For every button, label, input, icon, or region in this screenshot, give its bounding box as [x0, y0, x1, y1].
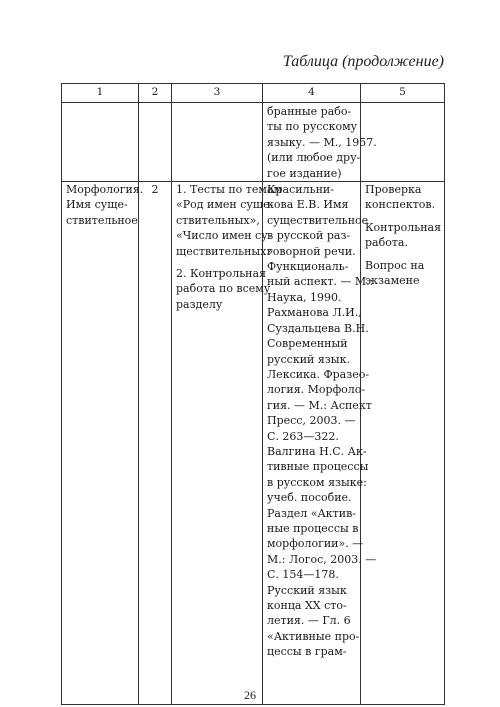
text-line: «Активные про- [267, 629, 360, 643]
header-row [62, 84, 445, 103]
text-line: работа. [365, 236, 408, 250]
page-number: 26 [244, 688, 256, 702]
text-line: работа по всему [176, 282, 271, 296]
text-line: Проверка [365, 183, 422, 197]
header-col-3: 3 [172, 84, 263, 103]
text-line: языку. — М., 1957. [267, 135, 377, 149]
text-line: «Род имен суще- [176, 198, 274, 212]
text-line: тивные процессы [267, 460, 369, 474]
table-row [62, 182, 445, 705]
text-line: логия. Морфоло- [267, 383, 366, 397]
text-line: 2. Контрольная [176, 267, 267, 281]
text-line: кова Е.В. Имя [267, 198, 349, 212]
row1-col4 [263, 103, 377, 182]
row1-col2 [139, 103, 172, 182]
text-line: Рахманова Л.И., [267, 306, 362, 320]
course-table [61, 83, 445, 705]
text-line: русский язык. [267, 352, 350, 366]
text-line: ные процессы в [267, 521, 359, 535]
text-line: в русской раз- [267, 229, 351, 243]
row1-col3 [172, 103, 263, 182]
text-line: Вопрос на [365, 258, 425, 272]
text-line: М.: Логос, 2003. — [267, 552, 377, 566]
row2-col3-assignments [172, 182, 283, 705]
row2-col4-literature [263, 182, 377, 705]
text-line: цессы в грам- [267, 645, 347, 659]
text-line: морфологии». — [267, 537, 364, 551]
row1-col1 [62, 103, 139, 182]
text-line: Наука, 1990. [267, 290, 342, 304]
table-caption: Таблица (продолжение) [282, 53, 444, 70]
text-line: учеб. пособие. [267, 491, 352, 505]
text-line: конспектов. [365, 198, 436, 212]
text-line: Раздел «Актив- [267, 506, 356, 520]
text-line: говорной речи. [267, 244, 356, 258]
text-line: «Число имен су- [176, 229, 272, 243]
text-line: ществительных» [176, 244, 274, 258]
text-line: ствительных», [176, 213, 260, 227]
text-line: существительное [267, 213, 369, 227]
text-line: Валгина Н.С. Ак- [267, 444, 367, 458]
text-line: Современный [267, 337, 348, 351]
text-line: гое издание) [267, 166, 342, 180]
text-line: С. 263—322. [267, 429, 339, 443]
text-line: Русский язык [267, 583, 347, 597]
text-line: (или любое дру- [267, 151, 361, 165]
text-line: С. 154—178. [267, 568, 339, 582]
text-line: 1. Тесты по темам [176, 183, 283, 197]
text-line: Функциональ- [267, 260, 349, 274]
text-line: Морфология. [66, 183, 144, 197]
text-line: Контрольная [365, 220, 442, 234]
text-line: Суздальцева В.Н. [267, 321, 369, 335]
text-line: бранные рабо- [267, 105, 352, 118]
text-line: экзамене [365, 274, 420, 288]
paragraph-gap [176, 259, 262, 266]
paragraph-gap [365, 251, 444, 258]
row2-col2-hours: 2 [139, 182, 172, 705]
text-line: ты по русскому [267, 120, 358, 134]
text-line: ствительное [66, 213, 138, 227]
text-line: Имя суще- [66, 198, 128, 212]
text-line: разделу [176, 297, 223, 311]
header-col-5: 5 [361, 84, 445, 103]
text-line: ный аспект. — М.: [267, 275, 374, 289]
text-line: Красильни- [267, 183, 334, 197]
row2-col1-topic [62, 182, 144, 705]
row2-col5-control [361, 182, 445, 705]
header-col-1: 1 [62, 84, 139, 103]
text-line: летия. — Гл. 6 [267, 614, 351, 628]
paragraph-gap [365, 213, 444, 220]
header-col-4: 4 [263, 84, 361, 103]
text-line: Лексика. Фразео- [267, 367, 370, 381]
table-row [62, 103, 445, 182]
header-col-2: 2 [139, 84, 172, 103]
text-line: конца XX сто- [267, 599, 347, 612]
text-line: в русском языке: [267, 475, 367, 489]
text-line: Пресс, 2003. — [267, 414, 356, 428]
text-line: гия. — М.: Аспект [267, 398, 372, 412]
